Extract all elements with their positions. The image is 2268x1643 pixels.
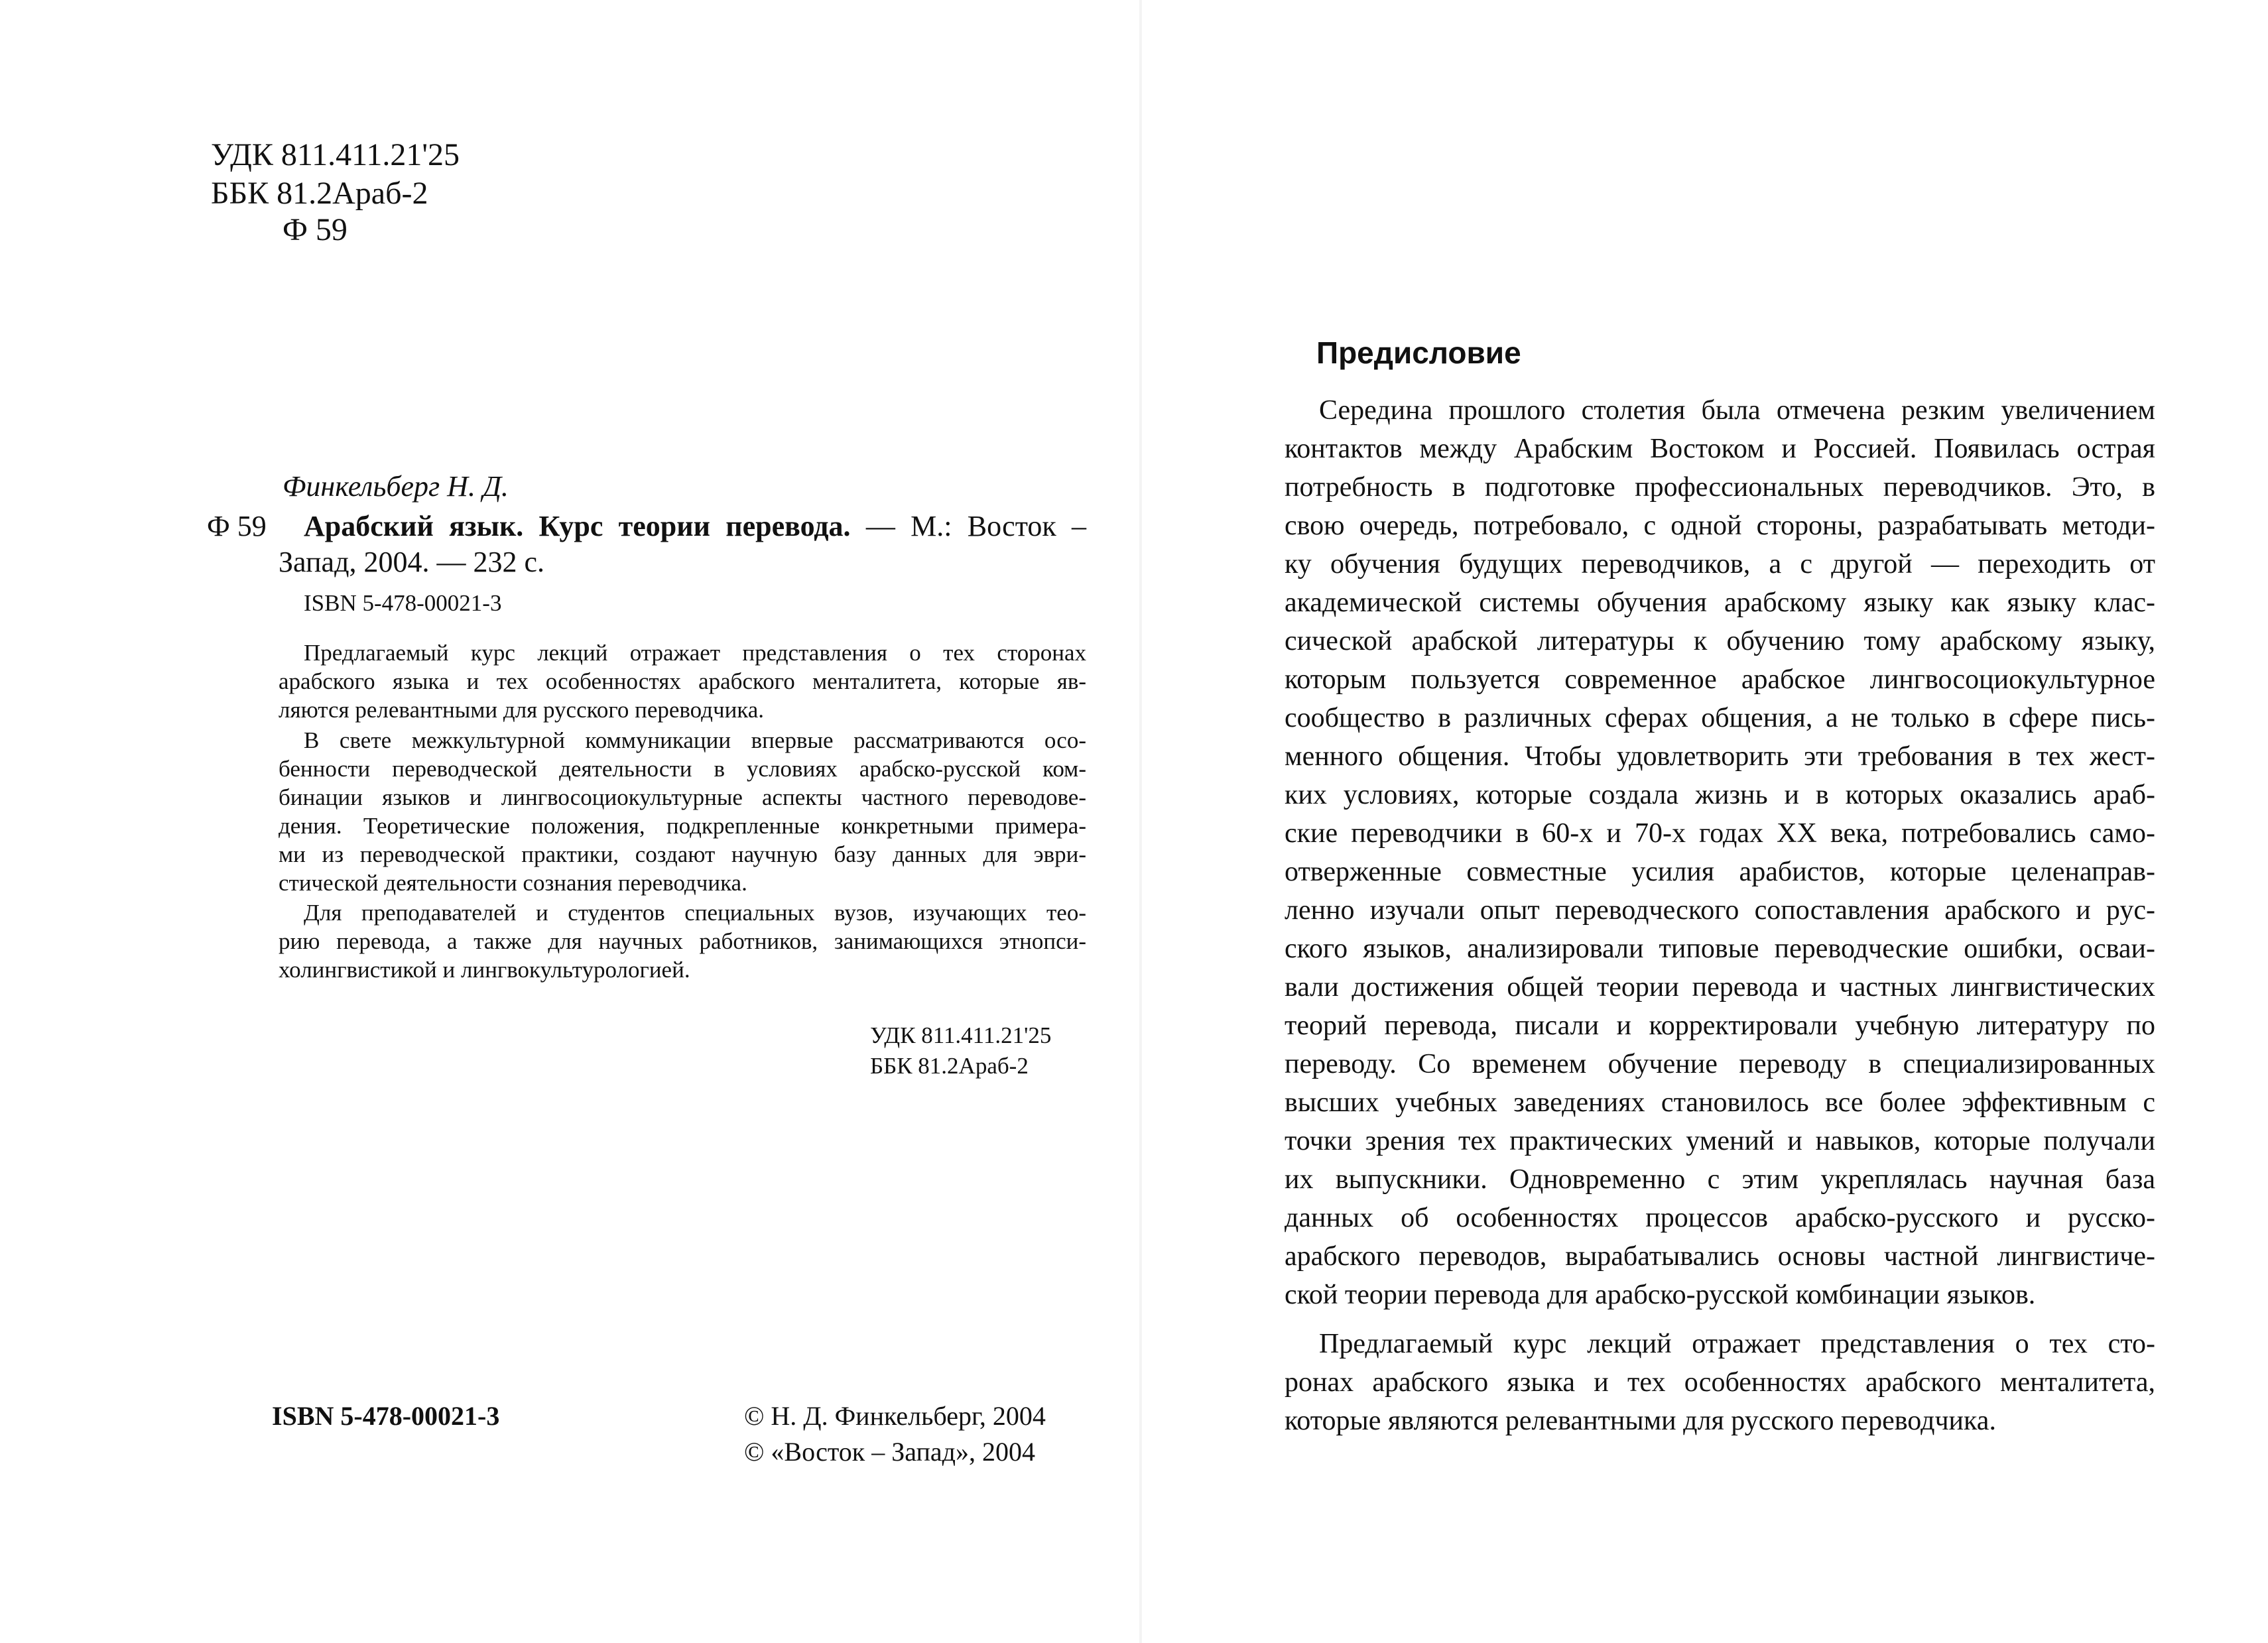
- preface-line: ронах арабского языка и тех особенностях арабского менталитета,: [1285, 1367, 2155, 1398]
- annotation-line: рию перевода, а также для научных работников, занимающихся этнопси-: [279, 928, 1086, 954]
- preface-line: ские переводчики в 60-х и 70-х годах XX века, потребовались само-: [1285, 818, 2155, 849]
- catalog-author: Финкельберг Н. Д.: [283, 470, 509, 503]
- preface-line: менного общения. Чтобы удовлетворить эти требования в тех жест-: [1285, 741, 2155, 772]
- preface-line: точки зрения тех практических умений и навыков, которые получали: [1285, 1126, 2155, 1156]
- preface-line: переводу. Со временем обучение переводу в специализированных: [1285, 1049, 2155, 1079]
- copyright-publisher: © «Восток – Запад», 2004: [744, 1437, 1035, 1467]
- catalog-isbn: ISBN 5-478-00021-3: [304, 590, 502, 616]
- preface-line: сической арабской литературы к обучению тому арабскому языку,: [1285, 626, 2155, 656]
- bbk-code: ББК 81.2Араб-2: [211, 176, 428, 211]
- preface-line: академической системы обучения арабскому языку как языку клас-: [1285, 587, 2155, 618]
- udk-code: УДК 811.411.21'25: [211, 137, 460, 172]
- preface-line: отверженные совместные усилия арабистов, которые целенаправ-: [1285, 857, 2155, 887]
- preface-line: ского языков, анализировали типовые переводческие ошибки, осваи-: [1285, 934, 2155, 964]
- annotation-line: холингвистикой и лингвокультурологией.: [279, 957, 690, 983]
- preface-line: которым пользуется современное арабское лингвосоциокультурное: [1285, 664, 2155, 695]
- catalog-udk: УДК 811.411.21'25: [870, 1022, 1052, 1048]
- preface-line: сообщество в различных сферах общения, а не только в сфере пись-: [1285, 703, 2155, 733]
- catalog-mark: Ф 59: [207, 510, 267, 542]
- preface-line: ку обучения будущих переводчиков, а с другой — переходить от: [1285, 549, 2155, 579]
- book-title: Арабский язык. Курс теории перевода.: [304, 510, 851, 542]
- preface-line: данных об особенностях процессов арабско-русского и русско-: [1285, 1203, 2155, 1233]
- footer-isbn: ISBN 5-478-00021-3: [272, 1401, 500, 1431]
- annotation-line: бенности переводческой деятельности в условиях арабско-русской ком-: [279, 756, 1086, 782]
- publisher-line-2: Запад, 2004. — 232 с.: [279, 546, 544, 578]
- preface-line: ких условиях, которые создала жизнь и в которых оказались араб-: [1285, 780, 2155, 810]
- preface-line: Предлагаемый курс лекций отражает представления о тех сто-: [1319, 1329, 2155, 1359]
- catalog-bbk: ББК 81.2Араб-2: [870, 1053, 1029, 1079]
- preface-line: Середина прошлого столетия была отмечена резким увеличением: [1319, 395, 2155, 426]
- preface-heading: Предисловие: [1316, 335, 1521, 370]
- annotation-line: Для преподавателей и студентов специальных вузов, изучающих тео-: [304, 900, 1086, 926]
- annotation-line: стической деятельности сознания переводчика.: [279, 870, 747, 896]
- preface-line: теорий перевода, писали и корректировали учебную литературу по: [1285, 1010, 2155, 1041]
- preface-line: арабского переводов, вырабатывались основы частной лингвистиче-: [1285, 1241, 2155, 1272]
- preface-line: ленно изучали опыт переводческого сопоставления арабского и рус-: [1285, 895, 2155, 926]
- preface-line: контактов между Арабским Востоком и Россией. Появилась острая: [1285, 434, 2155, 464]
- annotation-line: В свете межкультурной коммуникации впервые рассматриваются осо-: [304, 727, 1086, 753]
- annotation-line: ляются релевантными для русского переводчика.: [279, 697, 765, 723]
- annotation-line: Предлагаемый курс лекций отражает представления о тех сторонах: [304, 640, 1086, 666]
- annotation-line: дения. Теоретические положения, подкрепленные конкретными примера-: [279, 813, 1086, 839]
- catalog-title-line: [304, 509, 1086, 543]
- preface-line: ской теории перевода для арабско-русской комбинации языков.: [1285, 1280, 2036, 1310]
- preface-line: их выпускники. Одновременно с этим укреплялась научная база: [1285, 1164, 2155, 1195]
- copyright-author: © Н. Д. Финкельберг, 2004: [744, 1401, 1046, 1431]
- preface-line: которые являются релевантными для русского переводчика.: [1285, 1406, 1996, 1436]
- annotation-line: арабского языка и тех особенностях арабского менталитета, которые яв-: [279, 668, 1086, 694]
- preface-line: потребность в подготовке профессиональных переводчиков. Это, в: [1285, 472, 2155, 503]
- author-mark: Ф 59: [283, 212, 347, 247]
- annotation-line: ми из переводческой практики, создают научную базу данных для эври-: [279, 841, 1086, 867]
- preface-line: вали достижения общей теории перевода и частных лингвистических: [1285, 972, 2155, 1003]
- preface-line: высших учебных заведениях становилось все более эффективным с: [1285, 1087, 2155, 1118]
- preface-line: свою очередь, потребовало, с одной стороны, разрабатывать методи-: [1285, 511, 2155, 541]
- publisher-line-1: — М.: Восток –: [865, 510, 1086, 542]
- spread-gutter: [1139, 0, 1142, 1643]
- annotation-line: бинации языков и лингвосоциокультурные аспекты частного переводове-: [279, 784, 1086, 810]
